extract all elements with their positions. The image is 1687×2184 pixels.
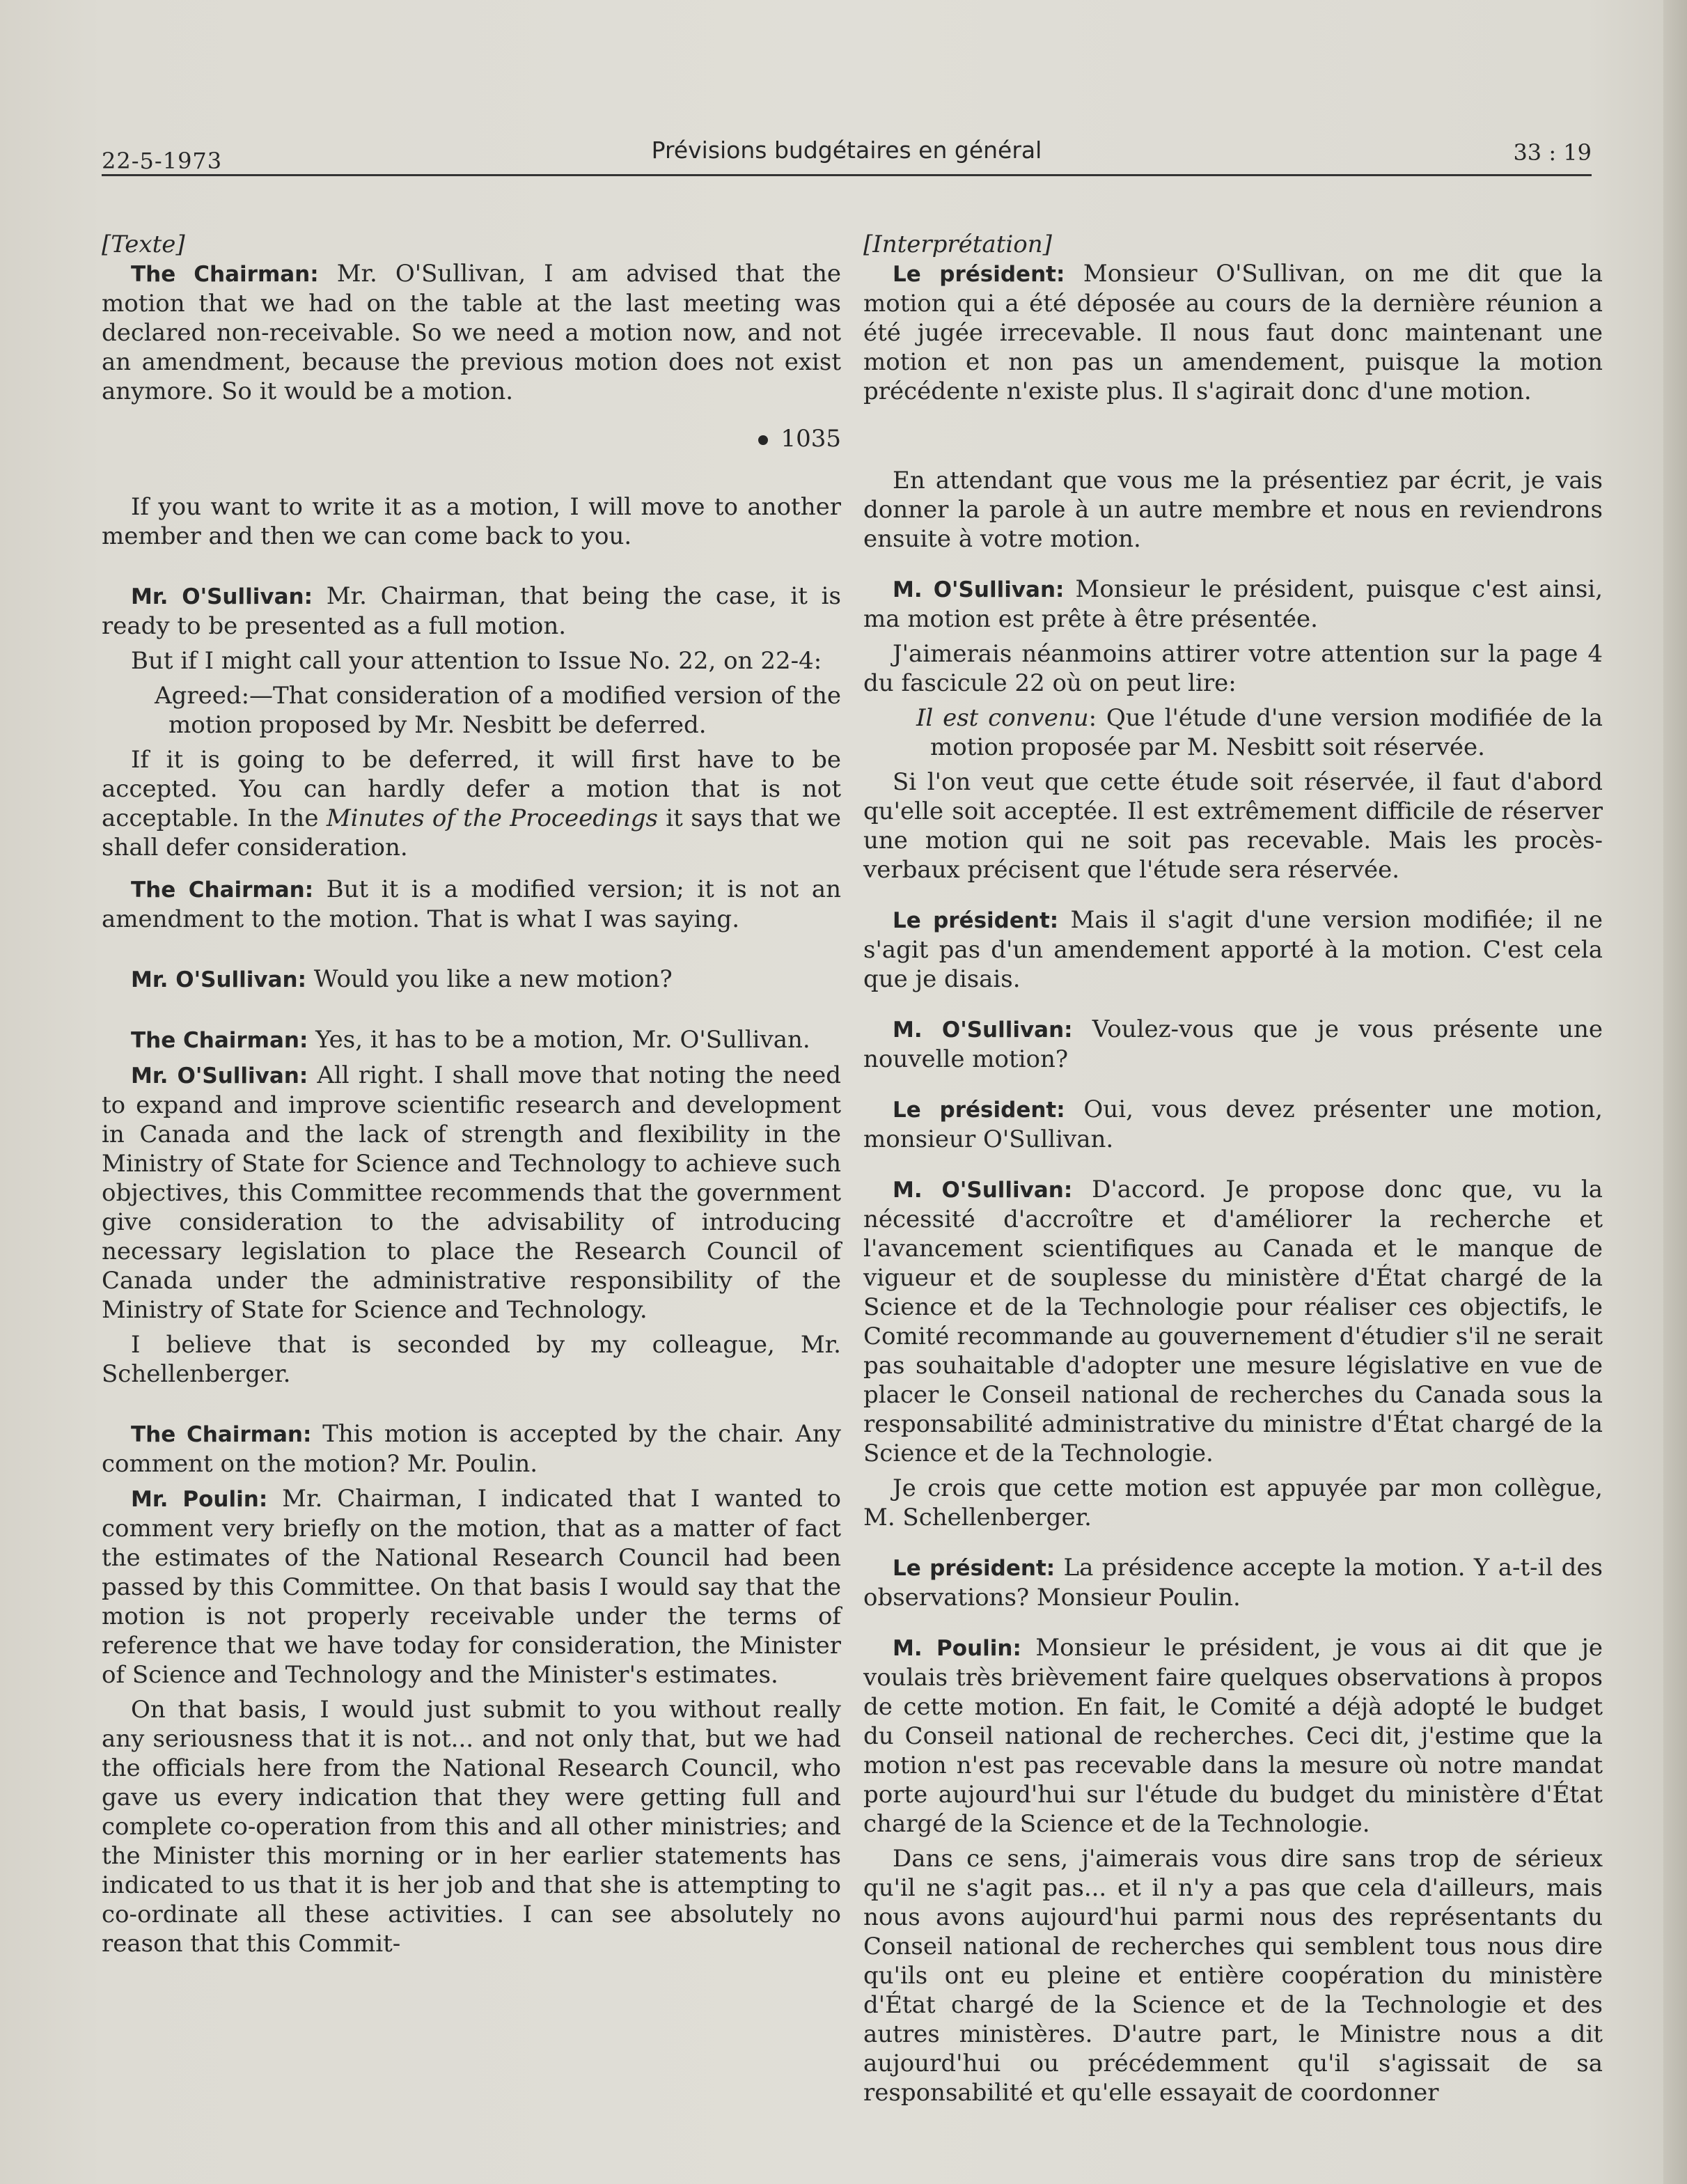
page-binding-edge [1663, 0, 1687, 2184]
paragraph [102, 1484, 841, 1690]
speech-text: Oui, vous devez présenter une motion, monsieur O'Sullivan. [863, 1095, 1603, 1153]
speaker-name: The Chairman: [131, 878, 314, 903]
speaker-name: Mr. O'Sullivan: [131, 967, 306, 992]
paragraph: If you want to write it as a motion, I will move to another member and then we can come back to you. [102, 493, 841, 550]
paragraph [863, 575, 1603, 634]
paragraph: J'aimerais néanmoins attirer votre attention sur la page 4 du fascicule 22 où on peut lire: [863, 640, 1603, 697]
speech-text: Monsieur O'Sullivan, on me dit que la motion qui a été déposée au cours de la dernière réunion a été jugée irrecevable. Il nous faut donc maintenant une motion et non pas un amendement, puisque la motion précédente n'existe plus. Il s'agirait donc d'une motion. [863, 260, 1603, 405]
paragraph: I believe that is seconded by my colleague, Mr. Schellenberger. [102, 1331, 841, 1388]
speech-text: Monsieur le président, puisque c'est ainsi, ma motion est prête à être présentée. [863, 575, 1603, 633]
speaker-name: Le président: [893, 908, 1059, 933]
speech-text: All right. I shall move that noting the need to expand and improve scientific research and development in Canada and the lack of strength and flexibility in the Ministry of State for Science and Technology to achieve such objectives, this Committee recommends that the government give consideration to the advisability of introducing necessary legislation to place the Research Council of Canada under the administrative responsibility of the Ministry of State for Science and Technology. [102, 1061, 841, 1324]
header-rule [102, 174, 1592, 176]
paragraph [102, 1025, 841, 1055]
time-marker [102, 424, 841, 453]
paragraph [863, 259, 1603, 406]
speaker-name: Le président: [893, 1556, 1056, 1581]
column-label: [Interprétation] [863, 231, 1052, 258]
paragraph: Je crois que cette motion est appuyée par mon collègue, M. Schellenberger. [863, 1474, 1603, 1531]
speaker-name: M. Poulin: [893, 1636, 1021, 1661]
speech-text: it says that we shall defer consideration. [102, 804, 841, 861]
speech-text: This motion is accepted by the chair. Any comment on the motion? Mr. Poulin. [102, 1420, 841, 1478]
speech-text: But it is a modified version; it is not an amendment to the motion. That is what I was saying. [102, 875, 842, 933]
paragraph [863, 1095, 1603, 1154]
paragraph [102, 582, 841, 641]
quoted-text [863, 703, 1603, 762]
speaker-name: Le président: [893, 1098, 1065, 1123]
speech-text: La présidence accepte la motion. Y a-t-il des observations? Monsieur Poulin. [863, 1554, 1603, 1612]
paragraph [863, 1633, 1603, 1839]
time-marker-text: 1035 [780, 425, 841, 453]
speech-text: Voulez-vous que je vous présente une nouvelle motion? [863, 1015, 1603, 1073]
speech-text: Monsieur le président, je vous ai dit que je voulais très brièvement faire quelques observations à propos de cette motion. En fait, le Comité a déjà adopté le budget du Conseil national de recherches. Ceci dit, j'estime que la motion n'est pas recevable dans la mesure où notre mandat porte aujourd'hui sur l'étude du budget du ministère d'État chargé de la Science et de la Technologie. [863, 1634, 1603, 1838]
bullet-icon [758, 435, 768, 445]
paragraph [102, 1419, 841, 1479]
italic-phrase: Il est convenu [916, 704, 1089, 732]
speech-text: Would you like a new motion? [306, 965, 673, 993]
paragraph: Dans ce sens, j'aimerais vous dire sans trop de sérieux qu'il ne s'agit pas... et il n'y a pas que cela d'ailleurs, mais nous avons aujourd'hui parmi nous des représentants du Conseil national de recherches qui semblent tous nous dire qu'ils ont eu pleine et entière coopération du ministère d'État chargé de la Science et de la Technologie et des autres ministères. D'autre part, le Ministre nous a dit aujourd'hui ou précédemment qu'il s'agissait de sa responsabilité et qu'elle essayait de coordonner [863, 1845, 1603, 2107]
speaker-name: The Chairman: [131, 1028, 308, 1053]
page-header [102, 136, 1592, 178]
header-title: Prévisions budgétaires en général [651, 136, 1042, 164]
speech-text: D'accord. Je propose donc que, vu la nécessité d'accroître et d'améliorer la recherche et l'avancement scientifiques au Canada et le manque de vigueur et de souplesse du ministère d'État chargé de la Science et de la Technologie pour réaliser ces objectifs, le Comité recommande au gouvernement d'étudier s'il ne serait pas souhaitable d'adopter une mesure législative en vue de placer le Conseil national de recherches du Canada sous la responsabilité administrative du ministre d'État chargé de la Science et de la Technologie. [863, 1176, 1603, 1467]
speaker-name: Mr. Poulin: [131, 1487, 268, 1512]
speaker-name: Le président: [893, 262, 1065, 287]
french-column [863, 230, 1603, 2113]
column-label: [Texte] [102, 231, 185, 258]
speaker-name: M. O'Sullivan: [893, 1178, 1073, 1203]
header-page-number: 33 : 19 [1513, 139, 1592, 166]
paragraph: But if I might call your attention to Issue No. 22, on 22-4: [131, 647, 822, 675]
paragraph [102, 745, 841, 862]
paragraph [102, 1061, 841, 1325]
speech-text: Yes, it has to be a motion, Mr. O'Sullivan. [308, 1026, 810, 1054]
paragraph [102, 259, 841, 406]
paragraph: On that basis, I would just submit to you without really any seriousness that it is not... and not only that, but we had the officials here from the National Research Council, who gave us every indication that they were getting full and complete co-operation from this and all other ministries; and the Minister this morning or in her earlier statements has indicated to us that it is her job and that she is attempting to co-ordinate all these activities. I can see absolutely no reason that this Commit- [102, 1696, 841, 1958]
speech-text: Mr. O'Sullivan, I am advised that the motion that we had on the table at the last meeting was declared non-receivable. So we need a motion now, and not an amendment, because the previous motion does not exist anymore. So it would be a motion. [102, 260, 842, 405]
speech-text: Mr. Chairman, I indicated that I wanted to comment very briefly on the motion, that as a matter of fact the estimates of the National Research Council had been passed by this Committee. On that basis I would say that the motion is not properly receivable under the terms of reference that we have today for consideration, the Minister of Science and Technology and the Minister's estimates. [102, 1485, 841, 1689]
speaker-name: M. O'Sullivan: [893, 1017, 1073, 1043]
italic-title: Minutes of the Proceedings [326, 804, 658, 832]
paragraph [863, 1175, 1603, 1468]
speaker-name: Mr. O'Sullivan: [131, 1063, 308, 1089]
header-date: 22-5-1973 [102, 148, 223, 174]
speaker-name: M. O'Sullivan: [893, 577, 1065, 602]
quoted-text: Agreed:—That consideration of a modified version of the motion proposed by Mr. Nesbitt be deferred. [155, 682, 841, 739]
paragraph: En attendant que vous me la présentiez par écrit, je vais donner la parole à un autre membre et nous en reviendrons ensuite à votre motion. [863, 467, 1603, 553]
speaker-name: Mr. O'Sullivan: [131, 584, 313, 609]
speech-text: : Que l'étude d'une version modifiée de la motion proposée par M. Nesbitt soit réservée. [930, 704, 1603, 761]
paragraph [863, 1553, 1603, 1612]
paragraph [863, 905, 1603, 994]
speaker-name: The Chairman: [131, 262, 319, 287]
english-column [102, 230, 841, 1964]
paragraph [102, 875, 841, 934]
speech-text: Mr. Chairman, that being the case, it is ready to be presented as a full motion. [102, 582, 841, 640]
paragraph [863, 1015, 1603, 1074]
speech-text: Mais il s'agit d'une version modifiée; il ne s'agit pas d'un amendement apporté à la motion. C'est cela que je disais. [863, 906, 1603, 993]
paragraph [102, 965, 841, 994]
paragraph: Si l'on veut que cette étude soit réservée, il faut d'abord qu'elle soit acceptée. Il est extrêmement difficile de réserver une motion qui ne soit pas recevable. Mais les procès-verbaux précisent que l'étude sera réservée. [863, 768, 1603, 884]
speaker-name: The Chairman: [131, 1422, 312, 1447]
speech-text: If it is going to be deferred, it will first have to be accepted. You can hardly defer a motion that is not acceptable. In the [102, 746, 841, 832]
